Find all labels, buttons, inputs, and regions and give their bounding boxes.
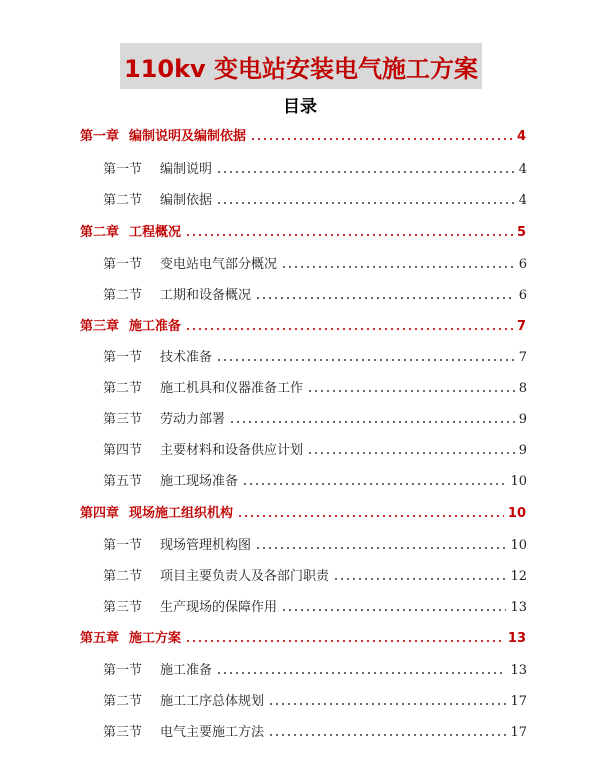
toc-entry-label [103, 253, 277, 272]
toc-entry-label [103, 284, 251, 303]
toc-page-number: 6 [518, 288, 527, 303]
toc-page-number: 17 [510, 694, 527, 709]
toc-entry-label [103, 690, 264, 709]
toc-entry-label [103, 659, 212, 678]
dot-leader [237, 515, 504, 517]
toc-entry-title: 技术准备 [160, 350, 213, 365]
toc-page-number: 7 [518, 350, 527, 365]
toc-page-number: 13 [510, 600, 527, 615]
document-title: 110kv 变电站安装电气施工方案 [123, 54, 479, 83]
toc-section-entry[interactable] [103, 564, 527, 584]
toc-section-entry[interactable] [103, 658, 527, 678]
toc-entry-title: 施工工序总体规划 [160, 694, 265, 709]
toc-entry-label [103, 408, 225, 427]
dot-leader [185, 640, 504, 642]
dot-leader [255, 297, 515, 299]
toc-entry-label [80, 502, 233, 521]
toc-entry-label [103, 470, 238, 489]
dot-leader [268, 734, 506, 736]
toc-entry-title: 施工准备 [129, 319, 182, 334]
dot-leader [268, 703, 506, 705]
toc-section-entry[interactable] [103, 345, 527, 365]
toc-page-number: 4 [518, 162, 527, 177]
toc-entry-title: 电气主要施工方法 [160, 725, 265, 740]
dot-leader [185, 328, 513, 330]
toc-chapter-entry[interactable] [80, 314, 526, 334]
toc-chapter-entry[interactable] [80, 626, 526, 646]
dot-leader [185, 234, 513, 236]
toc-entry-number: 第一节 [103, 538, 143, 553]
toc-entry-label [80, 315, 181, 334]
toc-section-entry[interactable] [103, 720, 527, 740]
toc-page-number: 4 [516, 129, 526, 144]
toc-entry-number: 第二节 [103, 193, 143, 208]
toc-entry-label [80, 221, 181, 240]
toc-entry-number: 第一节 [103, 663, 143, 678]
toc-page-number: 6 [518, 257, 527, 272]
toc-entry-label [103, 534, 251, 553]
toc-entry-number: 第二节 [103, 569, 143, 584]
toc-entry-title: 工程概况 [129, 225, 182, 240]
toc-entry-number: 第四节 [103, 443, 143, 458]
toc-page-number: 7 [516, 319, 526, 334]
toc-entry-title: 变电站电气部分概况 [160, 257, 278, 272]
toc-page-number: 9 [518, 443, 527, 458]
toc-entry-number: 第五章 [80, 631, 120, 646]
toc-entry-number: 第一节 [103, 162, 143, 177]
toc-entry-number: 第三章 [80, 319, 120, 334]
toc-section-entry[interactable] [103, 407, 527, 427]
toc-entry-number: 第一节 [103, 257, 143, 272]
dot-leader [229, 421, 515, 423]
toc-section-entry[interactable] [103, 689, 527, 709]
toc-entry-number: 第五节 [103, 474, 143, 489]
toc-page-number: 10 [510, 474, 527, 489]
toc-entry-title: 施工准备 [160, 663, 213, 678]
toc-entry-title: 施工机具和仪器准备工作 [160, 381, 304, 396]
toc-page-number: 13 [510, 663, 527, 678]
toc-page-number: 9 [518, 412, 527, 427]
toc-section-entry[interactable] [103, 376, 527, 396]
dot-leader [333, 578, 506, 580]
toc-entry-title: 现场管理机构图 [160, 538, 252, 553]
dot-leader [255, 547, 506, 549]
toc-page-number: 5 [516, 225, 526, 240]
toc-section-entry[interactable] [103, 283, 527, 303]
dot-leader [216, 672, 506, 674]
toc-entry-number: 第一章 [80, 129, 120, 144]
toc-section-entry[interactable] [103, 438, 527, 458]
toc-entry-number: 第二节 [103, 381, 143, 396]
toc-page-number: 4 [518, 193, 527, 208]
toc-page-number: 13 [507, 631, 526, 646]
toc-chapter-entry[interactable] [80, 220, 526, 240]
toc-entry-number: 第四章 [80, 506, 120, 521]
toc-entry-label [103, 377, 303, 396]
dot-leader [250, 138, 513, 140]
dot-leader [281, 609, 506, 611]
toc-entry-title: 工期和设备概况 [160, 288, 252, 303]
toc-entry-title: 生产现场的保障作用 [160, 600, 278, 615]
toc-page-number: 17 [510, 725, 527, 740]
dot-leader [242, 483, 506, 485]
toc-entry-title: 施工现场准备 [160, 474, 239, 489]
toc-entry-label [103, 346, 212, 365]
toc-entry-number: 第三节 [103, 412, 143, 427]
toc-heading: 目录 [283, 97, 317, 117]
toc-entry-label [103, 439, 303, 458]
toc-entry-title: 劳动力部署 [160, 412, 226, 427]
toc-entry-number: 第三节 [103, 725, 143, 740]
toc-entry-number: 第二节 [103, 288, 143, 303]
toc-entry-title: 施工方案 [129, 631, 182, 646]
toc-entry-label [80, 627, 181, 646]
dot-leader [216, 359, 515, 361]
toc-entry-label [103, 189, 212, 208]
toc-entry-title: 现场施工组织机构 [129, 506, 234, 521]
toc-page-number: 12 [510, 569, 527, 584]
dot-leader [216, 171, 515, 173]
toc-entry-label [103, 158, 212, 177]
dot-leader [281, 266, 515, 268]
toc-entry-number: 第一节 [103, 350, 143, 365]
toc-section-entry[interactable] [103, 188, 527, 208]
toc-entry-title: 编制说明 [160, 162, 213, 177]
toc-page-number: 10 [507, 506, 526, 521]
toc-section-entry[interactable] [103, 157, 527, 177]
toc-entry-title: 项目主要负责人及各部门职责 [160, 569, 330, 584]
toc-entry-label [103, 721, 264, 740]
toc-entry-number: 第二节 [103, 694, 143, 709]
toc-section-entry[interactable] [103, 533, 527, 553]
toc-chapter-entry[interactable] [80, 501, 526, 521]
toc-section-entry[interactable] [103, 595, 527, 615]
dot-leader [307, 390, 515, 392]
dot-leader [307, 452, 515, 454]
toc-section-entry[interactable] [103, 252, 527, 272]
dot-leader [216, 202, 515, 204]
toc-entry-number: 第三节 [103, 600, 143, 615]
toc-page-number: 8 [518, 381, 527, 396]
toc-chapter-entry[interactable] [80, 124, 526, 144]
toc-entry-title: 编制说明及编制依据 [129, 129, 247, 144]
toc-entry-title: 主要材料和设备供应计划 [160, 443, 304, 458]
toc-entry-number: 第二章 [80, 225, 120, 240]
document-title-banner [120, 43, 482, 89]
toc-entry-title: 编制依据 [160, 193, 213, 208]
toc-page-number: 10 [510, 538, 527, 553]
toc-entry-label [80, 125, 246, 144]
toc-entry-label [103, 596, 277, 615]
toc-entry-label [103, 565, 329, 584]
toc-section-entry[interactable] [103, 469, 527, 489]
